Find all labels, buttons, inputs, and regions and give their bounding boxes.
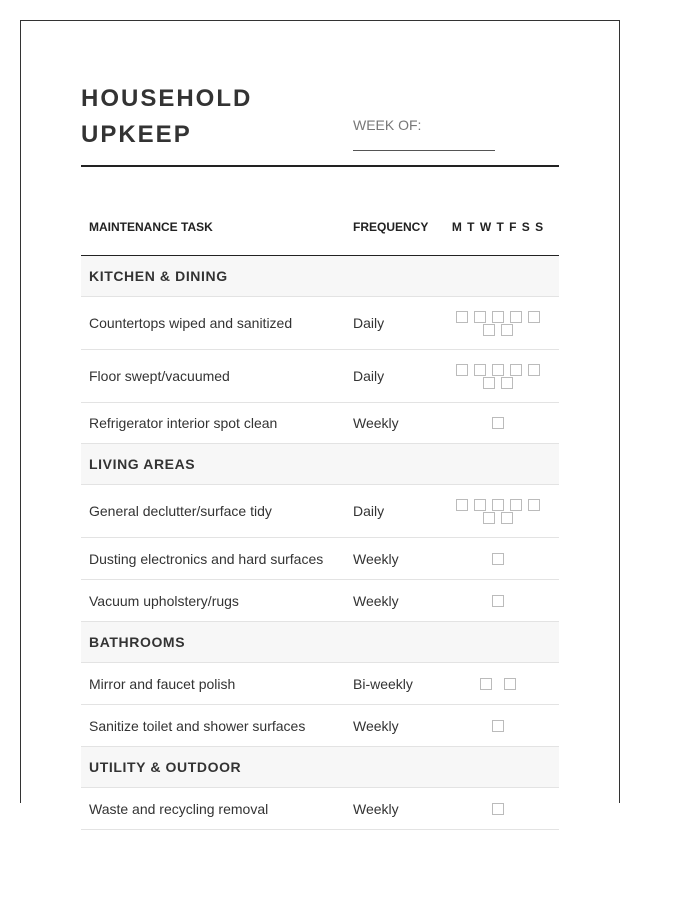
day-checkboxes [437, 705, 559, 747]
checkbox[interactable] [492, 417, 504, 429]
table-row [81, 705, 559, 747]
checkbox[interactable] [492, 364, 504, 376]
checkbox[interactable] [504, 678, 516, 690]
table-row [81, 538, 559, 580]
task-frequency: Weekly [345, 538, 437, 580]
checkbox[interactable] [501, 324, 513, 336]
table-row [81, 485, 559, 538]
checkbox[interactable] [492, 595, 504, 607]
table-row [81, 788, 559, 830]
page-header [81, 21, 559, 167]
column-header-task: MAINTENANCE TASK [81, 198, 345, 256]
section-row-living-areas [81, 444, 559, 485]
task-name: General declutter/surface tidy [81, 485, 345, 538]
checkbox[interactable] [492, 553, 504, 565]
day-checkboxes [437, 485, 559, 538]
task-frequency: Weekly [345, 705, 437, 747]
section-title: BATHROOMS [81, 622, 559, 663]
checkbox[interactable] [480, 678, 492, 690]
checkbox[interactable] [492, 499, 504, 511]
checkbox[interactable] [456, 364, 468, 376]
checkbox[interactable] [528, 499, 540, 511]
section-row-utility-outdoor [81, 747, 559, 788]
checkbox[interactable] [528, 311, 540, 323]
day-checkboxes [437, 350, 559, 403]
title-line-2: UPKEEP [81, 121, 192, 148]
column-header-frequency: FREQUENCY [345, 198, 437, 256]
checkbox[interactable] [483, 377, 495, 389]
table-row [81, 297, 559, 350]
checklist-page [20, 20, 620, 817]
task-frequency: Daily [345, 485, 437, 538]
task-frequency: Weekly [345, 788, 437, 830]
week-of-label: WEEK OF: [353, 117, 422, 133]
table-row [81, 580, 559, 622]
table-row [81, 350, 559, 403]
week-of-blank-line[interactable] [353, 150, 495, 151]
checklist-content [81, 21, 559, 830]
task-name: Refrigerator interior spot clean [81, 403, 345, 444]
checkbox[interactable] [510, 499, 522, 511]
task-name: Dusting electronics and hard surfaces [81, 538, 345, 580]
section-title: KITCHEN & DINING [81, 256, 559, 297]
table-row [81, 403, 559, 444]
checkbox[interactable] [528, 364, 540, 376]
day-checkboxes [437, 403, 559, 444]
checkbox[interactable] [492, 720, 504, 732]
checkbox[interactable] [510, 364, 522, 376]
day-checkboxes [437, 788, 559, 830]
task-name: Floor swept/vacuumed [81, 350, 345, 403]
column-header-days: M T W T F S S [437, 198, 559, 256]
checkbox[interactable] [501, 512, 513, 524]
page-title [81, 81, 252, 153]
table-row [81, 663, 559, 705]
section-title: LIVING AREAS [81, 444, 559, 485]
section-row-kitchen-dining [81, 256, 559, 297]
section-row-bathrooms [81, 622, 559, 663]
task-name: Sanitize toilet and shower surfaces [81, 705, 345, 747]
checkbox[interactable] [510, 311, 522, 323]
checkbox[interactable] [492, 311, 504, 323]
checkbox[interactable] [474, 499, 486, 511]
task-frequency: Weekly [345, 580, 437, 622]
checkbox[interactable] [456, 499, 468, 511]
section-title: UTILITY & OUTDOOR [81, 747, 559, 788]
checkbox[interactable] [474, 311, 486, 323]
task-name: Mirror and faucet polish [81, 663, 345, 705]
day-checkboxes [437, 297, 559, 350]
task-name: Countertops wiped and sanitized [81, 297, 345, 350]
task-name: Waste and recycling removal [81, 788, 345, 830]
task-frequency: Weekly [345, 403, 437, 444]
day-checkboxes [437, 663, 559, 705]
title-line-1: HOUSEHOLD [81, 85, 253, 112]
checkbox[interactable] [501, 377, 513, 389]
day-checkboxes [437, 538, 559, 580]
task-frequency: Daily [345, 350, 437, 403]
checkbox[interactable] [474, 364, 486, 376]
day-checkboxes [437, 580, 559, 622]
task-frequency: Daily [345, 297, 437, 350]
checkbox[interactable] [492, 803, 504, 815]
task-name: Vacuum upholstery/rugs [81, 580, 345, 622]
checkbox[interactable] [456, 311, 468, 323]
task-frequency: Bi-weekly [345, 663, 437, 705]
table-header-row [81, 198, 559, 256]
task-table [81, 198, 559, 830]
checkbox[interactable] [483, 512, 495, 524]
checkbox[interactable] [483, 324, 495, 336]
